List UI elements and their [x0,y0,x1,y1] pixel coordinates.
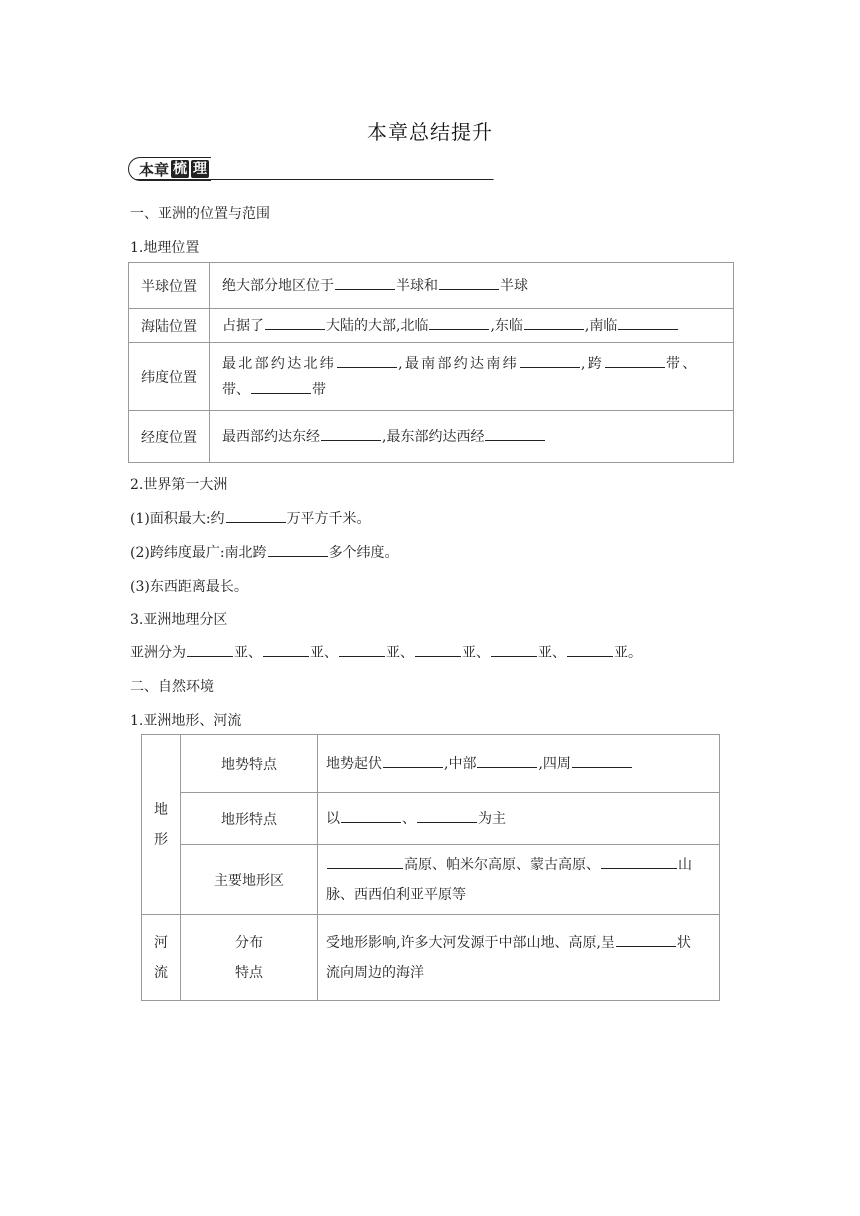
section-heading-1: 一、亚洲的位置与范围 [130,206,270,222]
row-head: 分布 特点 [181,915,318,1001]
row-content: 占据了 大陆的大部,北临 ,东临 ,南临 [210,309,734,343]
row-head: 经度位置 [129,411,210,463]
fill-blank[interactable] [265,315,325,330]
fill-blank[interactable] [417,808,477,823]
fill-blank[interactable] [187,642,233,657]
fill-blank[interactable] [337,353,397,368]
row-content: 高原、帕米尔高原、蒙古高原、 山 脉、西西伯利亚平原等 [318,845,720,915]
fill-blank[interactable] [601,854,677,869]
banner-rule [136,179,484,180]
fill-blank[interactable] [226,508,286,523]
geo-position-table [128,262,734,463]
item-area: (1)面积最大:约 万平方千米。 [130,508,371,528]
row-head: 海陆位置 [129,309,210,343]
table-row [129,411,734,463]
fill-blank[interactable] [524,315,584,330]
row-content: 受地形影响,许多大河发源于中部山地、高原,呈 状 流向周边的海洋 [318,915,720,1001]
table-row [142,915,720,1001]
fill-blank[interactable] [485,426,545,441]
section-banner [128,152,493,192]
subheading-regions: 3.亚洲地理分区 [130,612,228,628]
banner-prefix: 本章 [139,160,170,179]
row-head: 地势特点 [181,735,318,793]
fill-blank[interactable] [605,353,665,368]
fill-blank[interactable] [321,426,381,441]
row-head: 地形特点 [181,793,318,845]
subheading-largest-continent: 2.世界第一大洲 [130,477,228,493]
fill-blank[interactable] [268,542,328,557]
landform-river-table [141,734,720,1001]
fill-blank[interactable] [520,353,580,368]
row-content: 最北部约达北纬 ,最南部约达南纬 ,跨 带、 带、 带 [210,343,734,411]
fill-blank[interactable] [263,642,309,657]
banner-tag [128,157,211,181]
fill-blank[interactable] [567,642,613,657]
fill-blank[interactable] [616,932,676,947]
row-head: 半球位置 [129,263,210,309]
group-label-landform: 地 形 [142,735,181,915]
row-content: 最西部约达东经 ,最东部约达西经 [210,411,734,463]
row-head: 主要地形区 [181,845,318,915]
table-row [129,343,734,411]
fill-blank[interactable] [383,753,443,768]
fill-blank[interactable] [491,642,537,657]
fill-blank[interactable] [429,315,489,330]
subheading-geo-position: 1.地理位置 [130,240,200,256]
row-content: 以 、 为主 [318,793,720,845]
fill-blank[interactable] [335,275,395,290]
section-heading-2: 二、自然环境 [130,679,214,695]
banner-hook [483,179,502,188]
fill-blank[interactable] [339,642,385,657]
table-row [142,845,720,915]
fill-blank[interactable] [341,808,401,823]
item-east-west: (3)东西距离最长。 [130,579,248,595]
page-title: 本章总结提升 [367,120,493,144]
fill-blank[interactable] [618,315,678,330]
group-label-river: 河 流 [142,915,181,1001]
fill-blank[interactable] [572,753,632,768]
banner-inverse-char-1: 梳 [173,161,188,177]
table-row [129,309,734,343]
row-content: 绝大部分地区位于 半球和 半球 [210,263,734,309]
fill-blank[interactable] [415,642,461,657]
table-row [129,263,734,309]
row-content: 地势起伏 ,中部 ,四周 [318,735,720,793]
item-latitude-span: (2)跨纬度最广:南北跨 多个纬度。 [130,542,399,562]
fill-blank[interactable] [251,379,311,394]
table-row [142,735,720,793]
row-head: 纬度位置 [129,343,210,411]
fill-blank[interactable] [477,753,537,768]
subheading-landform-rivers: 1.亚洲地形、河流 [130,713,242,729]
item-regions: 亚洲分为 亚、 亚、 亚、 亚、 亚、 亚。 [130,642,642,662]
fill-blank[interactable] [439,275,499,290]
banner-inverse-char-2: 理 [193,161,208,177]
fill-blank[interactable] [327,854,403,869]
table-row [142,793,720,845]
